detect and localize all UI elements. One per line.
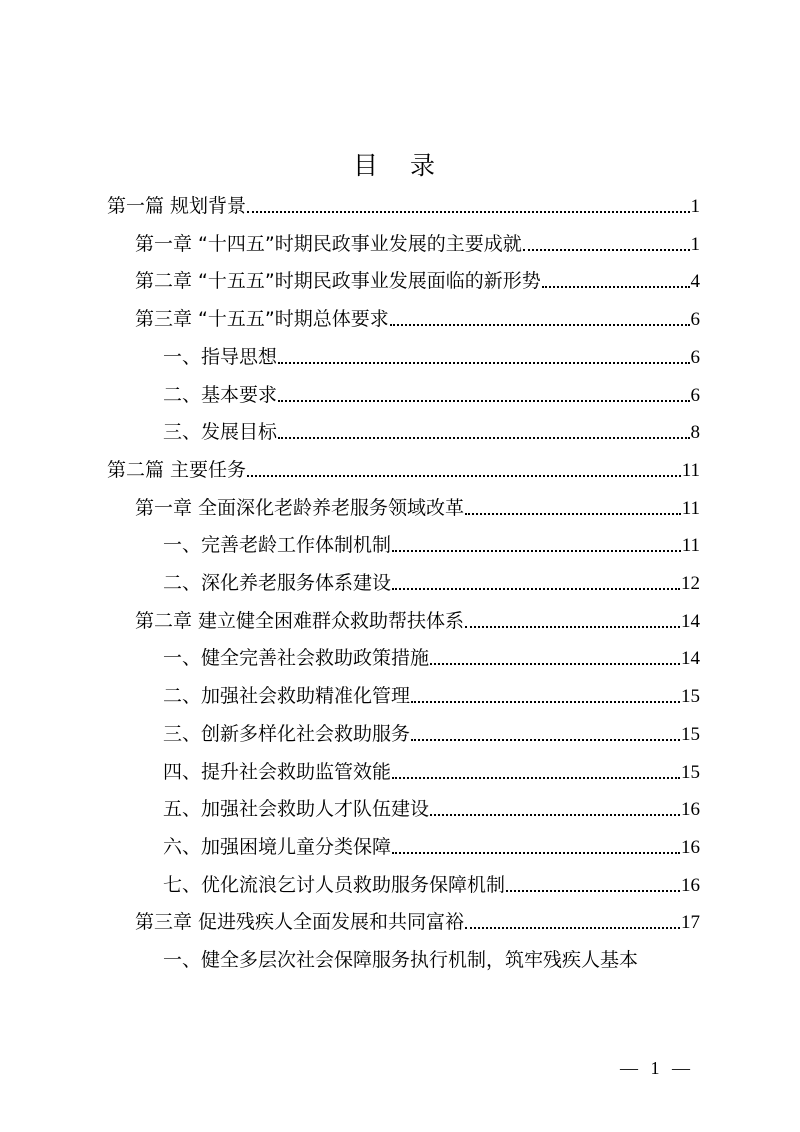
toc-leader-dots	[392, 840, 680, 854]
page-number: — 1 —	[620, 1058, 694, 1078]
toc-entry[interactable]	[135, 898, 700, 934]
toc-entry-label: 七、优化流浪乞讨人员救助服务保障机制	[163, 873, 506, 896]
toc-entry[interactable]	[163, 521, 700, 557]
toc-entry-page: 17	[681, 912, 700, 934]
toc-leader-dots	[392, 538, 681, 552]
toc-entry-page: 15	[681, 761, 700, 783]
toc-leader-dots	[506, 878, 680, 892]
toc-entry[interactable]	[163, 785, 700, 821]
toc-entry-page: 1	[690, 196, 700, 217]
toc-entry-page: 14	[681, 610, 700, 632]
toc-entry[interactable]	[107, 446, 700, 482]
toc-entry[interactable]	[163, 710, 700, 746]
toc-entry[interactable]	[135, 220, 700, 256]
toc-entry-label: 第一章 “十四五”时期民政事业发展的主要成就	[135, 232, 522, 255]
toc-entry-page: 15	[681, 723, 700, 745]
toc-entry[interactable]	[163, 634, 700, 670]
toc-leader-dots	[390, 312, 690, 326]
toc-entry-page: 8	[690, 422, 700, 444]
toc-entry-label: 四、提升社会救助监管效能	[163, 760, 392, 783]
toc-leader-dots	[278, 388, 689, 402]
toc-entry[interactable]	[163, 823, 700, 859]
toc-leader-dots	[247, 463, 681, 477]
toc-entry-label: 第一篇 规划背景	[107, 195, 247, 217]
toc-entry[interactable]	[107, 182, 700, 218]
toc-entry[interactable]	[163, 559, 700, 595]
toc-entry[interactable]	[163, 371, 700, 407]
toc-entry-label: 第三章 促进残疾人全面发展和共同富裕	[135, 911, 465, 934]
toc-leader-dots	[278, 425, 689, 439]
toc-entry-page: 11	[681, 459, 700, 481]
toc-entry-label: 第一章 全面深化老龄养老服务领域改革	[135, 496, 465, 519]
toc-entry-label: 第三章 “十五五”时期总体要求	[135, 308, 389, 331]
toc-title: 目 录	[353, 151, 447, 180]
toc-leader-dots	[465, 501, 681, 515]
toc-entry-label: 二、深化养老服务体系建设	[163, 572, 392, 594]
toc-entry-page: 11	[681, 535, 700, 557]
toc-entry-page: 11	[681, 497, 700, 519]
toc-entry[interactable]	[163, 936, 700, 972]
toc-entry[interactable]	[135, 257, 700, 293]
toc-entry-label: 一、健全完善社会救助政策措施	[163, 647, 430, 670]
toc-entry[interactable]	[163, 333, 700, 369]
toc-entry[interactable]	[135, 484, 700, 520]
toc-entry-page: 1	[690, 233, 700, 255]
toc-leader-dots	[392, 765, 680, 779]
toc-entry-label: 六、加强困境儿童分类保障	[163, 835, 392, 858]
toc-entry-label: 三、发展目标	[163, 421, 278, 444]
toc-entry-page: 16	[681, 874, 700, 896]
toc-entry[interactable]	[135, 295, 700, 331]
toc-entry-page: 12	[681, 573, 700, 594]
toc-entry-label: 一、完善老龄工作体制机制	[163, 534, 392, 557]
toc-leader-dots	[542, 274, 690, 288]
toc-entry[interactable]	[163, 672, 700, 708]
toc-entry-label: 二、基本要求	[163, 383, 278, 406]
toc-entry[interactable]	[135, 597, 700, 633]
toc-entry-label: 第二章 “十五五”时期民政事业发展面临的新形势	[135, 270, 541, 293]
toc-entry-page: 16	[681, 799, 700, 821]
toc-leader-dots	[411, 689, 680, 703]
toc-entry-page: 14	[681, 648, 700, 670]
toc-leader-dots	[523, 237, 690, 251]
toc-entry-page: 6	[690, 309, 700, 331]
toc-leader-dots	[430, 651, 680, 665]
toc-entry-label: 一、健全多层次社会保障服务执行机制，筑牢残疾人基本	[163, 949, 639, 971]
toc-entry[interactable]	[163, 748, 700, 784]
toc-leader-dots	[278, 350, 689, 364]
toc-entry-page: 6	[690, 346, 700, 368]
toc-entry[interactable]	[163, 408, 700, 444]
toc-entry-page: 6	[690, 384, 700, 406]
toc-entry-label: 第二篇 主要任务	[107, 458, 247, 481]
toc-entry-label: 二、加强社会救助精准化管理	[163, 685, 411, 708]
toc-entry-label: 三、创新多样化社会救助服务	[163, 722, 411, 745]
toc-entry-label: 一、指导思想	[163, 345, 278, 368]
toc-entry-page: 4	[690, 271, 700, 293]
toc-entry-label: 第二章 建立健全困难群众救助帮扶体系	[135, 609, 465, 632]
toc-leader-dots	[465, 614, 680, 628]
toc-entry-page: 16	[681, 836, 700, 858]
toc-leader-dots	[392, 576, 680, 590]
toc-entry-label: 五、加强社会救助人才队伍建设	[163, 798, 430, 821]
toc-leader-dots	[430, 802, 680, 816]
toc-leader-dots	[247, 199, 689, 213]
toc-entry[interactable]	[163, 861, 700, 897]
toc-leader-dots	[411, 727, 680, 741]
toc-entry-page: 15	[681, 686, 700, 708]
toc-leader-dots	[465, 915, 680, 929]
